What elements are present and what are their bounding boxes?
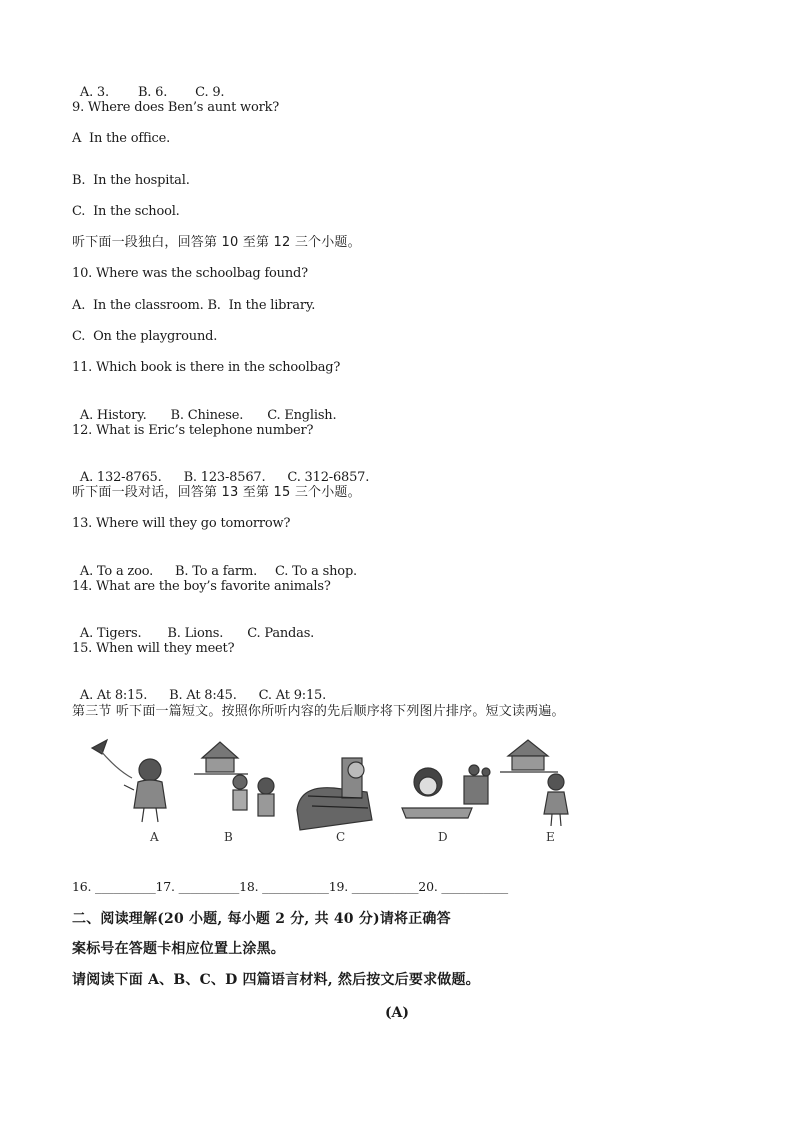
question-10-options-ab: A. In the classroom. B. In the library.: [72, 298, 316, 313]
option-c: C. Pandas.: [247, 626, 315, 641]
question-15-options: [72, 672, 326, 704]
question-9: 9. Where does Ben’s aunt work?: [72, 100, 280, 115]
picture-label-d: D: [438, 830, 448, 844]
answer-blanks-16-20: 16. __________17. __________18. ___________19. ___________20. ___________: [72, 879, 508, 894]
option-a: A. 3.: [79, 85, 109, 100]
picture-e-girl-at-school: [500, 740, 568, 826]
question-14-options: [72, 610, 314, 642]
option-b: B. 123-8567.: [183, 470, 266, 485]
part-2-heading-line-2: 案标号在答题卡相应位置上涂黑。: [72, 941, 285, 957]
question-10: 10. Where was the schoolbag found?: [72, 266, 308, 281]
option-a: A. At 8:15.: [79, 688, 148, 703]
option-c: C. 312-6857.: [287, 470, 370, 485]
section-a-title: (A): [384, 1005, 410, 1021]
question-12: 12. What is Eric’s telephone number?: [72, 423, 314, 438]
question-15: 15. When will they meet?: [72, 641, 235, 656]
picture-label-e: E: [546, 830, 555, 844]
question-12-options: [72, 454, 369, 486]
option-b: B. To a farm.: [175, 564, 258, 579]
picture-b-children-school: [194, 742, 274, 816]
question-13: 13. Where will they go tomorrow?: [72, 516, 291, 531]
question-11: 11. Which book is there in the schoolbag?: [72, 360, 341, 375]
question-14: 14. What are the boy’s favorite animals?: [72, 579, 331, 594]
picture-label-a: A: [150, 830, 159, 844]
option-a: A. 132-8765.: [79, 470, 162, 485]
option-b: B. 6.: [137, 85, 168, 100]
section-3-instruction: 第三节 听下面一篇短文。按照你所听内容的先后顺序将下列图片排序。短文读两遍。: [72, 704, 565, 719]
part-2-heading-line-1: 二、阅读理解(20 小题, 每小题 2 分, 共 40 分)请将正确答: [72, 911, 451, 927]
option-c: C. English.: [267, 408, 337, 423]
option-b: B. At 8:45.: [169, 688, 237, 703]
question-10-option-c: C. On the playground.: [72, 329, 218, 344]
option-c: C. To a shop.: [275, 564, 357, 579]
option-b: B. Chinese.: [170, 408, 244, 423]
question-9-option-a: A In the office.: [72, 131, 171, 146]
option-c: C. 9.: [195, 85, 225, 100]
option-a: A. To a zoo.: [79, 564, 154, 579]
section-instruction-10-12: 听下面一段独白，回答第 10 至第 12 三个小题。: [72, 235, 361, 250]
option-a: A. Tigers.: [79, 626, 142, 641]
option-a: A. History.: [79, 408, 147, 423]
question-13-options: [72, 548, 357, 580]
picture-a-girl-with-kite: [92, 740, 166, 822]
question-11-options: [72, 392, 336, 424]
option-b: B. Lions.: [167, 626, 224, 641]
option-c: C. At 9:15.: [258, 688, 327, 703]
line-options-8: [72, 69, 224, 101]
picture-d-child-doing-homework: [402, 765, 490, 818]
question-9-option-c: C. In the school.: [72, 204, 180, 219]
part-2-instruction: 请阅读下面 A、B、C、D 四篇语言材料, 然后按文后要求做题。: [72, 972, 480, 988]
picture-label-c: C: [336, 830, 346, 844]
section-instruction-13-15: 听下面一段对话，回答第 13 至第 15 三个小题。: [72, 485, 361, 500]
question-9-option-b: B. In the hospital.: [72, 173, 190, 188]
picture-label-b: B: [224, 830, 233, 844]
picture-c-child-in-bed: [297, 758, 372, 830]
